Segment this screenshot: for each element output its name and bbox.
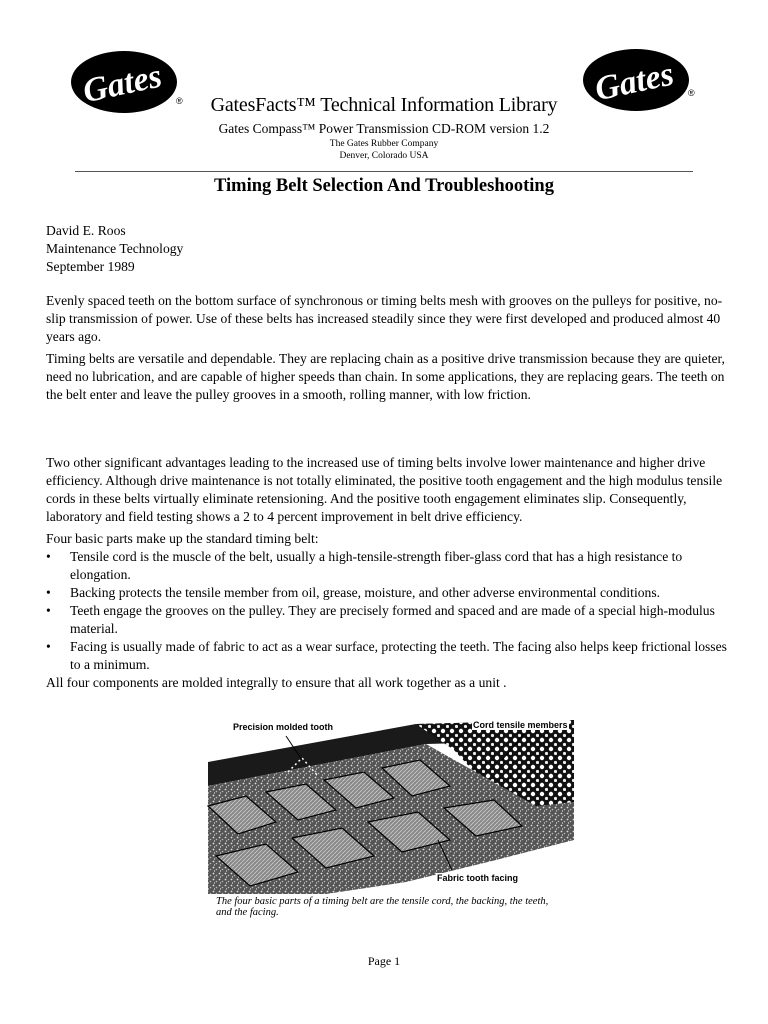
timing-belt-illustration bbox=[206, 710, 576, 895]
parts-list bbox=[46, 548, 736, 674]
library-title: GatesFacts™ Technical Information Library bbox=[210, 94, 558, 116]
article-title: Timing Belt Selection And Troubleshooting bbox=[214, 176, 554, 196]
cdrom-line: Gates Compass™ Power Transmission CD-ROM version 1.2 bbox=[218, 121, 550, 136]
list-item: • Tensile cord is the muscle of the belt, usually a high-tensile-strength fiber-glass cord that has a high resistance to elongation. bbox=[46, 549, 683, 582]
paragraph: Evenly spaced teeth on the bottom surface of synchronous or timing belts mesh with grooves on the pulleys for positive, no-slip transmission of power. Use of these belts has increased steadily since they were first developed and produced almost 40 years ago. bbox=[46, 293, 723, 344]
list-item: • Facing is usually made of fabric to act as a wear surface, protecting the teeth. The facing also helps keep frictional losses to a minimum. bbox=[46, 639, 727, 672]
parts-section bbox=[46, 530, 736, 692]
list-item: • Teeth engage the grooves on the pulley. They are precisely formed and spaced and are made of a special high-modulus material. bbox=[46, 603, 715, 636]
author: David E. Roos bbox=[46, 223, 126, 238]
figure-caption: The four basic parts of a timing belt are the tensile cord, the backing, the teeth, and the facing. bbox=[216, 896, 549, 918]
publication-date: September 1989 bbox=[46, 259, 135, 274]
header-divider bbox=[75, 171, 693, 172]
timing-belt-figure bbox=[206, 710, 576, 922]
paragraph: Two other significant advantages leading to the increased use of timing belts involve lower maintenance and higher drive efficiency. Although drive maintenance is not totally eliminated, the positive tooth engagement and the high modulus tensile cords in these belts virtually eliminate retensioning. And the positive tooth engagement eliminates slip. Consequently, laboratory and field testing shows a 2 to 4 percent improvement in belt drive efficiency. bbox=[46, 455, 723, 524]
byline bbox=[46, 222, 736, 276]
paragraph: Timing belts are versatile and dependable. They are replacing chain as a positive drive transmission because they are quieter, need no lubrication, and are capable of higher speeds than chain. In some applications, they are replacing gears. The teeth on the belt enter and leave the pulley grooves in a smooth, rolling manner, with low friction. bbox=[46, 351, 725, 402]
closing-sentence: All four components are molded integrally to ensure that all work together as a unit . bbox=[46, 675, 507, 690]
page-number: Page 1 bbox=[367, 954, 401, 968]
label-cord-members: Cord tensile members bbox=[473, 720, 568, 730]
company-name: The Gates Rubber Company bbox=[329, 139, 439, 149]
company-location: Denver, Colorado USA bbox=[339, 151, 429, 161]
label-precision-tooth: Precision molded tooth bbox=[233, 722, 334, 732]
parts-intro: Four basic parts make up the standard timing belt: bbox=[46, 531, 319, 546]
list-item: • Backing protects the tensile member from oil, grease, moisture, and other adverse environmental conditions. bbox=[46, 585, 661, 600]
label-fabric-facing: Fabric tooth facing bbox=[437, 873, 518, 883]
gates-logo-text: Gates bbox=[79, 57, 165, 111]
publication: Maintenance Technology bbox=[46, 241, 184, 256]
gates-logo-text: Gates bbox=[591, 55, 677, 109]
registered-mark: ® bbox=[176, 96, 183, 106]
registered-mark: ® bbox=[688, 88, 695, 98]
